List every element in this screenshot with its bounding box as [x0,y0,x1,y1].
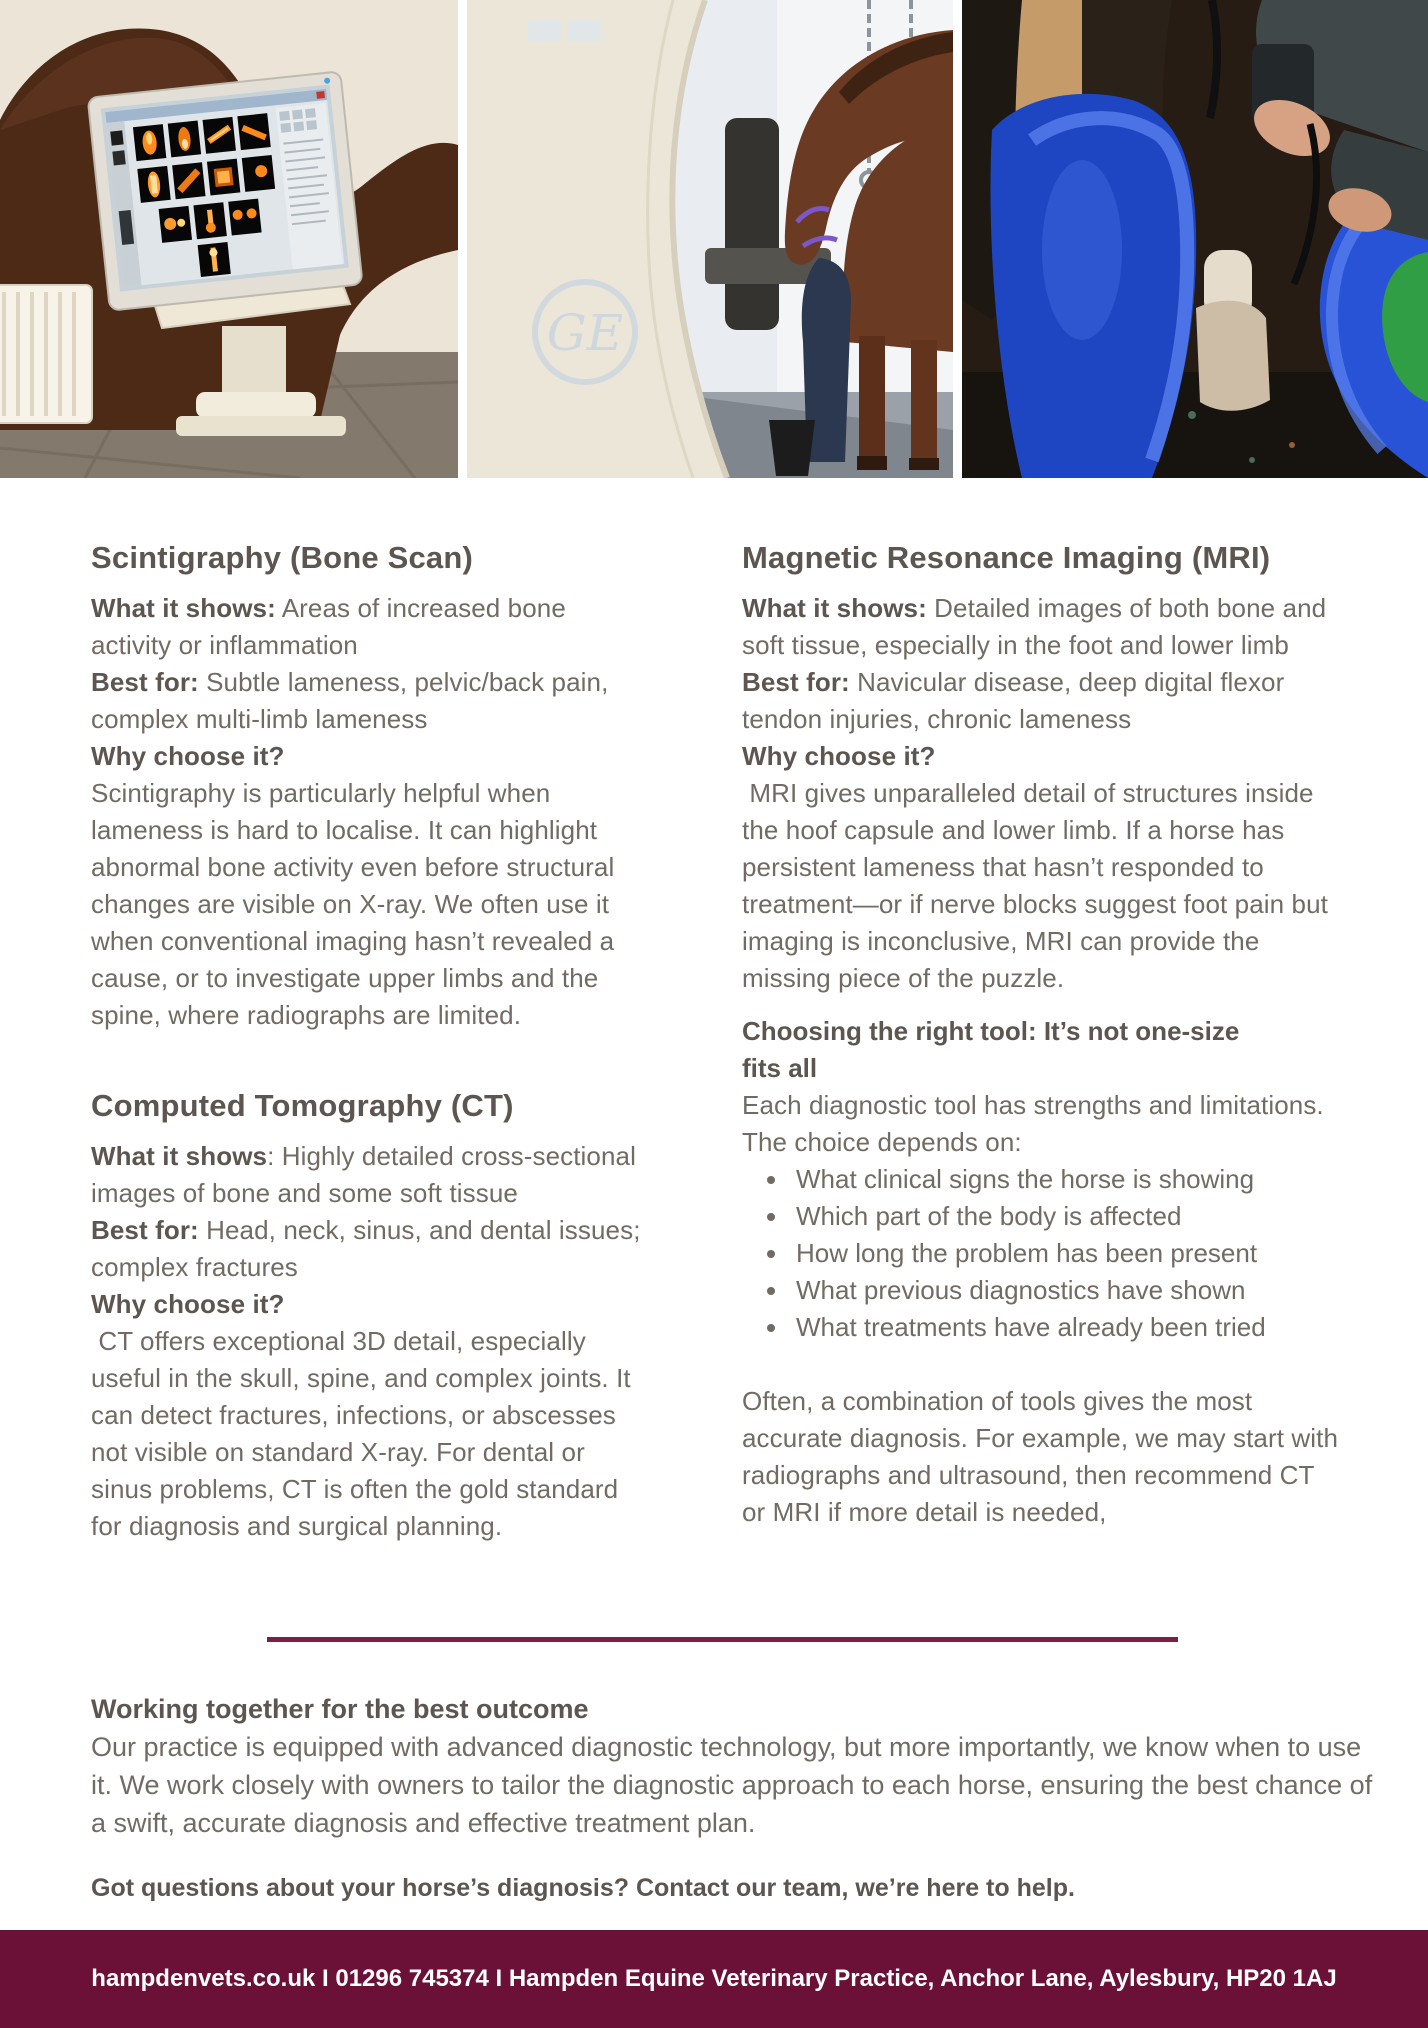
mri-pad-left [990,94,1196,478]
bullet-treatments-tried: • What treatments have already been tried [790,1309,1342,1346]
scintigraphy-best [91,664,646,738]
choosing-heading-line1: Choosing the right tool: It’s not one-size [742,1016,1240,1046]
right-column [742,538,1342,1545]
ct-best [91,1212,646,1286]
ct-what [91,1138,646,1212]
closing-section [91,1690,1383,1906]
what-it-shows-text: : Highly detailed cross-sectional images of bone and some soft tissue [91,1141,636,1208]
best-for-label: Best for: [91,667,199,697]
mri-what [742,590,1342,664]
working-together-body: Our practice is equipped with advanced diagnostic technology, but more importantly, we know when to use it. We work closely with owners to tailor the diagnostic approach to each horse, ensuring the best chance of a swift, accurate diagnosis and effective treatment plan. [91,1732,1373,1838]
bullet-duration: • How long the problem has been present [790,1235,1342,1272]
scintigraphy-why-text: Scintigraphy is particularly helpful when lameness is hard to localise. It can highlight abnormal bone activity even before structural changes are visible on X-ray. We often use it when conventional imaging hasn’t revealed a cause, or to investigate upper limbs and the spine, where radiographs are limited. [91,778,622,1030]
bullet-clinical-signs: • What clinical signs the horse is showing [790,1161,1342,1198]
bullet-body-part: • Which part of the body is affected [790,1198,1342,1235]
section-ct [91,1086,646,1545]
mri-why-text: MRI gives unparalleled detail of structures inside the hoof capsule and lower limb. If a horse has persistent lameness that hasn’t responded to treatment—or if nerve blocks suggest foot pain but imaging is inconclusive, MRI can provide the missing piece of the puzzle. [742,778,1336,993]
footer-bar [0,1930,1428,2028]
photo-strip [0,0,1428,478]
ge-logo-text: GE [546,304,624,362]
what-it-shows-label: What it shows [91,1141,268,1171]
best-for-text: Navicular disease, deep digital flexor tendon injuries, chronic lameness [742,667,1285,734]
choosing-intro: Each diagnostic tool has strengths and limitations. The choice depends on: [742,1090,1324,1157]
mri-heading: Magnetic Resonance Imaging (MRI) [742,540,1271,575]
photo-scintigraphy-monitor [0,0,458,478]
best-for-label: Best for: [91,1215,199,1245]
section-scintigraphy [91,538,646,1034]
divider-rule [267,1637,1178,1642]
ct-heading: Computed Tomography (CT) [91,1088,514,1123]
what-it-shows-label: What it shows: [91,593,276,623]
choosing-outro: Often, a combination of tools gives the most accurate diagnosis. For example, we may start with radiographs and ultrasound, then recommend CT or MRI if more detail is needed, [742,1386,1339,1527]
best-for-text: Subtle lameness, pelvic/back pain, complex multi-limb lameness [91,667,609,734]
best-for-label: Best for: [742,667,850,697]
scintigraphy-why-label [91,738,646,775]
why-choose-label: Why choose it? [91,741,285,771]
radiator [0,285,92,423]
mri-best [742,664,1342,738]
working-together-heading: Working together for the best outcome [91,1694,589,1724]
section-choosing-tool [742,1013,1342,1531]
contact-cta-text: Got questions about your horse’s diagnosis? Contact our team, we’re here to help. [91,1874,1075,1902]
best-for-text: Head, neck, sinus, and dental issues; complex fractures [91,1215,641,1282]
why-choose-label: Why choose it? [91,1289,285,1319]
left-column [91,538,646,1545]
choosing-bullet-list [742,1161,1342,1346]
bucket [769,420,815,476]
ct-why-label [91,1286,646,1323]
section-mri [742,538,1342,997]
bullet-previous-diagnostics: • What previous diagnostics have shown [790,1272,1342,1309]
photo-mri-limb [962,0,1428,478]
what-it-shows-text: Detailed images of both bone and soft tissue, especially in the foot and lower limb [742,593,1327,660]
monitor [88,71,363,310]
what-it-shows-text: Areas of increased bone activity or inflammation [91,593,566,660]
gantry-opening [725,118,779,330]
photo-ct-scanner [467,0,953,478]
scintigraphy-heading: Scintigraphy (Bone Scan) [91,540,474,575]
why-choose-label: Why choose it? [742,741,936,771]
footer-contact-text: hampdenvets.co.uk I 01296 745374 I Hampden Equine Veterinary Practice, Anchor Lane, Aylesbury, HP20 1AJ [91,1965,1337,1992]
choosing-heading-line2: fits all [742,1053,818,1083]
scintigraphy-what [91,590,646,664]
what-it-shows-label: What it shows: [742,593,927,623]
content-columns [91,538,1342,1545]
mri-why-label [742,738,1342,775]
ct-why-text: CT offers exceptional 3D detail, especially useful in the skull, spine, and complex joints. It can detect fractures, infections, or abscesses not visible on standard X-ray. For dental or sinus problems, CT is often the gold standard for diagnosis and surgical planning. [91,1326,639,1541]
